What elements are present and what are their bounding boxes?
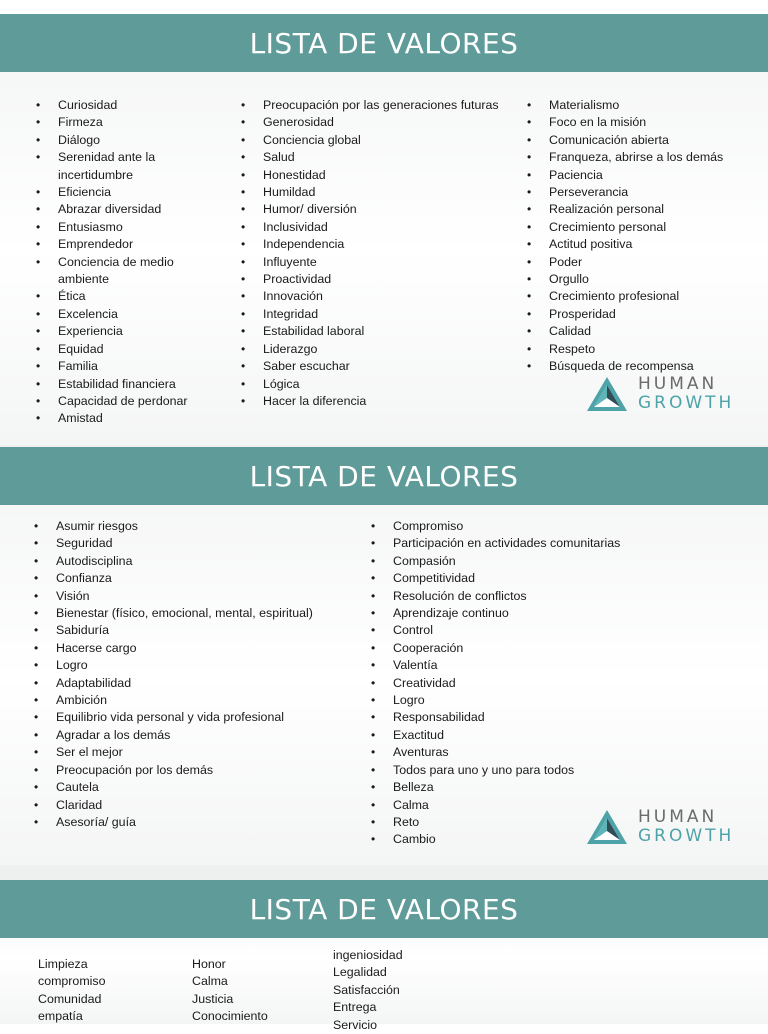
value-item: • Logro xyxy=(371,692,671,709)
value-item: • Franqueza, abrirse a los demás xyxy=(527,149,762,166)
value-item: • Perseverancia xyxy=(527,184,762,201)
value-item: • Eficiencia xyxy=(36,184,216,201)
value-item: • Curiosidad xyxy=(36,97,216,114)
value-item: • Hacerse cargo xyxy=(34,640,364,657)
logo-text-growth: GROWTH xyxy=(638,393,735,413)
value-item: • Participación en actividades comunitarias xyxy=(371,535,671,552)
value-item: • Control xyxy=(371,622,671,639)
value-item: • Ambición xyxy=(34,692,364,709)
value-item: • Equidad xyxy=(36,341,216,358)
value-item: • Humildad xyxy=(241,184,531,201)
value-item: • Influyente xyxy=(241,254,531,271)
value-item: Conocimiento xyxy=(192,1009,268,1024)
value-item: • Compasión xyxy=(371,553,671,570)
value-item: • Confianza xyxy=(34,570,364,587)
section-1-banner xyxy=(0,14,768,72)
value-item: • Comunicación abierta xyxy=(527,132,762,149)
value-item: ingeniosidad xyxy=(333,948,403,962)
value-item: • Materialismo xyxy=(527,97,762,114)
banner-title: LISTA DE VALORES xyxy=(249,26,519,60)
value-item: • Creatividad xyxy=(371,675,671,692)
value-item: • Crecimiento personal xyxy=(527,219,762,236)
value-item: • Salud xyxy=(241,149,531,166)
value-item: • Cambio xyxy=(371,831,671,848)
value-item: • Firmeza xyxy=(36,114,216,131)
banner-title: LISTA DE VALORES xyxy=(249,459,519,493)
value-item: • Valentía xyxy=(371,657,671,674)
value-item: • Logro xyxy=(34,657,364,674)
value-item: • Orgullo xyxy=(527,271,762,288)
value-item: • Calma xyxy=(371,797,671,814)
value-item: Calma xyxy=(192,974,228,989)
value-item: • Paciencia xyxy=(527,167,762,184)
value-item: • Belleza xyxy=(371,779,671,796)
value-item: • Saber escuchar xyxy=(241,358,531,375)
value-item: Satisfacción xyxy=(333,982,400,997)
value-item: • Hacer la diferencia xyxy=(241,393,531,410)
value-item: • Diálogo xyxy=(36,132,216,149)
value-item: • Adaptabilidad xyxy=(34,675,364,692)
value-item: • Actitud positiva xyxy=(527,236,762,253)
value-item: • Respeto xyxy=(527,341,762,358)
value-item: • Innovación xyxy=(241,288,531,305)
value-item: • Responsabilidad xyxy=(371,709,671,726)
value-item: • Abrazar diversidad xyxy=(36,201,216,218)
value-item: • Integridad xyxy=(241,306,531,323)
value-item: Justicia xyxy=(192,991,234,1006)
logo-text-human: HUMAN xyxy=(638,807,718,827)
value-item: compromiso xyxy=(38,974,106,989)
section-1-col-1 xyxy=(36,97,216,428)
value-item: • Aprendizaje continuo xyxy=(371,605,671,622)
logo-text-human: HUMAN xyxy=(638,374,718,394)
value-item: Comunidad xyxy=(38,991,102,1006)
value-item: • Aventuras xyxy=(371,744,671,761)
value-item: • Independencia xyxy=(241,236,531,253)
value-item: • Todos para uno y uno para todos xyxy=(371,762,671,779)
section-2-col-1 xyxy=(34,518,364,831)
triangle-logo-icon xyxy=(586,809,628,845)
banner-title: LISTA DE VALORES xyxy=(249,892,519,926)
value-item: • Reto xyxy=(371,814,671,831)
section-3-col-3 xyxy=(333,947,473,1034)
value-item: • Serenidad ante la incertidumbre xyxy=(36,149,216,184)
section-3-col-1 xyxy=(38,956,178,1026)
value-item: • Foco en la misión xyxy=(527,114,762,131)
value-item: • Estabilidad financiera xyxy=(36,376,216,393)
value-item: • Familia xyxy=(36,358,216,375)
value-item: • Sabiduría xyxy=(34,622,364,639)
value-item: • Amistad xyxy=(36,410,216,427)
value-item: • Conciencia de medio ambiente xyxy=(36,254,216,289)
value-item: • Ética xyxy=(36,288,216,305)
value-item: • Generosidad xyxy=(241,114,531,131)
value-item: Servicio xyxy=(333,1017,378,1032)
value-item: • Capacidad de perdonar xyxy=(36,393,216,410)
value-item: Limpieza xyxy=(38,957,88,971)
human-growth-logo xyxy=(586,808,734,846)
value-item: • Cooperación xyxy=(371,640,671,657)
value-item: • Lógica xyxy=(241,376,531,393)
value-item: • Preocupación por las generaciones futuras xyxy=(241,97,531,114)
value-item: • Crecimiento profesional xyxy=(527,288,762,305)
value-item: • Asumir riesgos xyxy=(34,518,364,535)
value-item: • Visión xyxy=(34,588,364,605)
value-item: • Agradar a los demás xyxy=(34,727,364,744)
section-2-banner xyxy=(0,447,768,505)
value-item: Honor xyxy=(192,957,226,971)
value-item: • Claridad xyxy=(34,797,364,814)
section-1-col-2 xyxy=(241,97,531,410)
value-item: • Asesoría/ guía xyxy=(34,814,364,831)
value-item: empatía xyxy=(38,1009,83,1024)
value-item: • Calidad xyxy=(527,323,762,340)
value-item: • Liderazgo xyxy=(241,341,531,358)
section-2-col-2 xyxy=(371,518,671,849)
logo-text-growth: GROWTH xyxy=(638,826,735,846)
value-item: • Búsqueda de recompensa xyxy=(527,358,762,375)
value-item: Entrega xyxy=(333,1000,377,1015)
value-item: • Seguridad xyxy=(34,535,364,552)
value-item: • Ser el mejor xyxy=(34,744,364,761)
section-3-banner xyxy=(0,880,768,938)
value-item: • Estabilidad laboral xyxy=(241,323,531,340)
value-item: • Realización personal xyxy=(527,201,762,218)
value-item: • Poder xyxy=(527,254,762,271)
section-3-col-2 xyxy=(192,956,322,1026)
value-item: • Conciencia global xyxy=(241,132,531,149)
value-item: • Equilibrio vida personal y vida profesional xyxy=(34,709,364,726)
human-growth-logo xyxy=(586,375,734,413)
value-item: • Prosperidad xyxy=(527,306,762,323)
value-item: • Emprendedor xyxy=(36,236,216,253)
separator xyxy=(0,865,768,880)
value-item: • Experiencia xyxy=(36,323,216,340)
value-item: • Competitividad xyxy=(371,570,671,587)
value-item: • Inclusividad xyxy=(241,219,531,236)
triangle-logo-icon xyxy=(586,376,628,412)
value-item: • Entusiasmo xyxy=(36,219,216,236)
section-1-col-3 xyxy=(527,97,762,376)
value-item: • Proactividad xyxy=(241,271,531,288)
value-item: • Resolución de conflictos xyxy=(371,588,671,605)
value-item: • Bienestar (físico, emocional, mental, espiritual) xyxy=(34,605,364,622)
value-item: • Autodisciplina xyxy=(34,553,364,570)
value-item: • Excelencia xyxy=(36,306,216,323)
value-item: Legalidad xyxy=(333,965,387,980)
value-item: • Compromiso xyxy=(371,518,671,535)
value-item: • Exactitud xyxy=(371,727,671,744)
value-item: • Humor/ diversión xyxy=(241,201,531,218)
value-item: • Cautela xyxy=(34,779,364,796)
value-item: • Preocupación por los demás xyxy=(34,762,364,779)
value-item: • Honestidad xyxy=(241,167,531,184)
